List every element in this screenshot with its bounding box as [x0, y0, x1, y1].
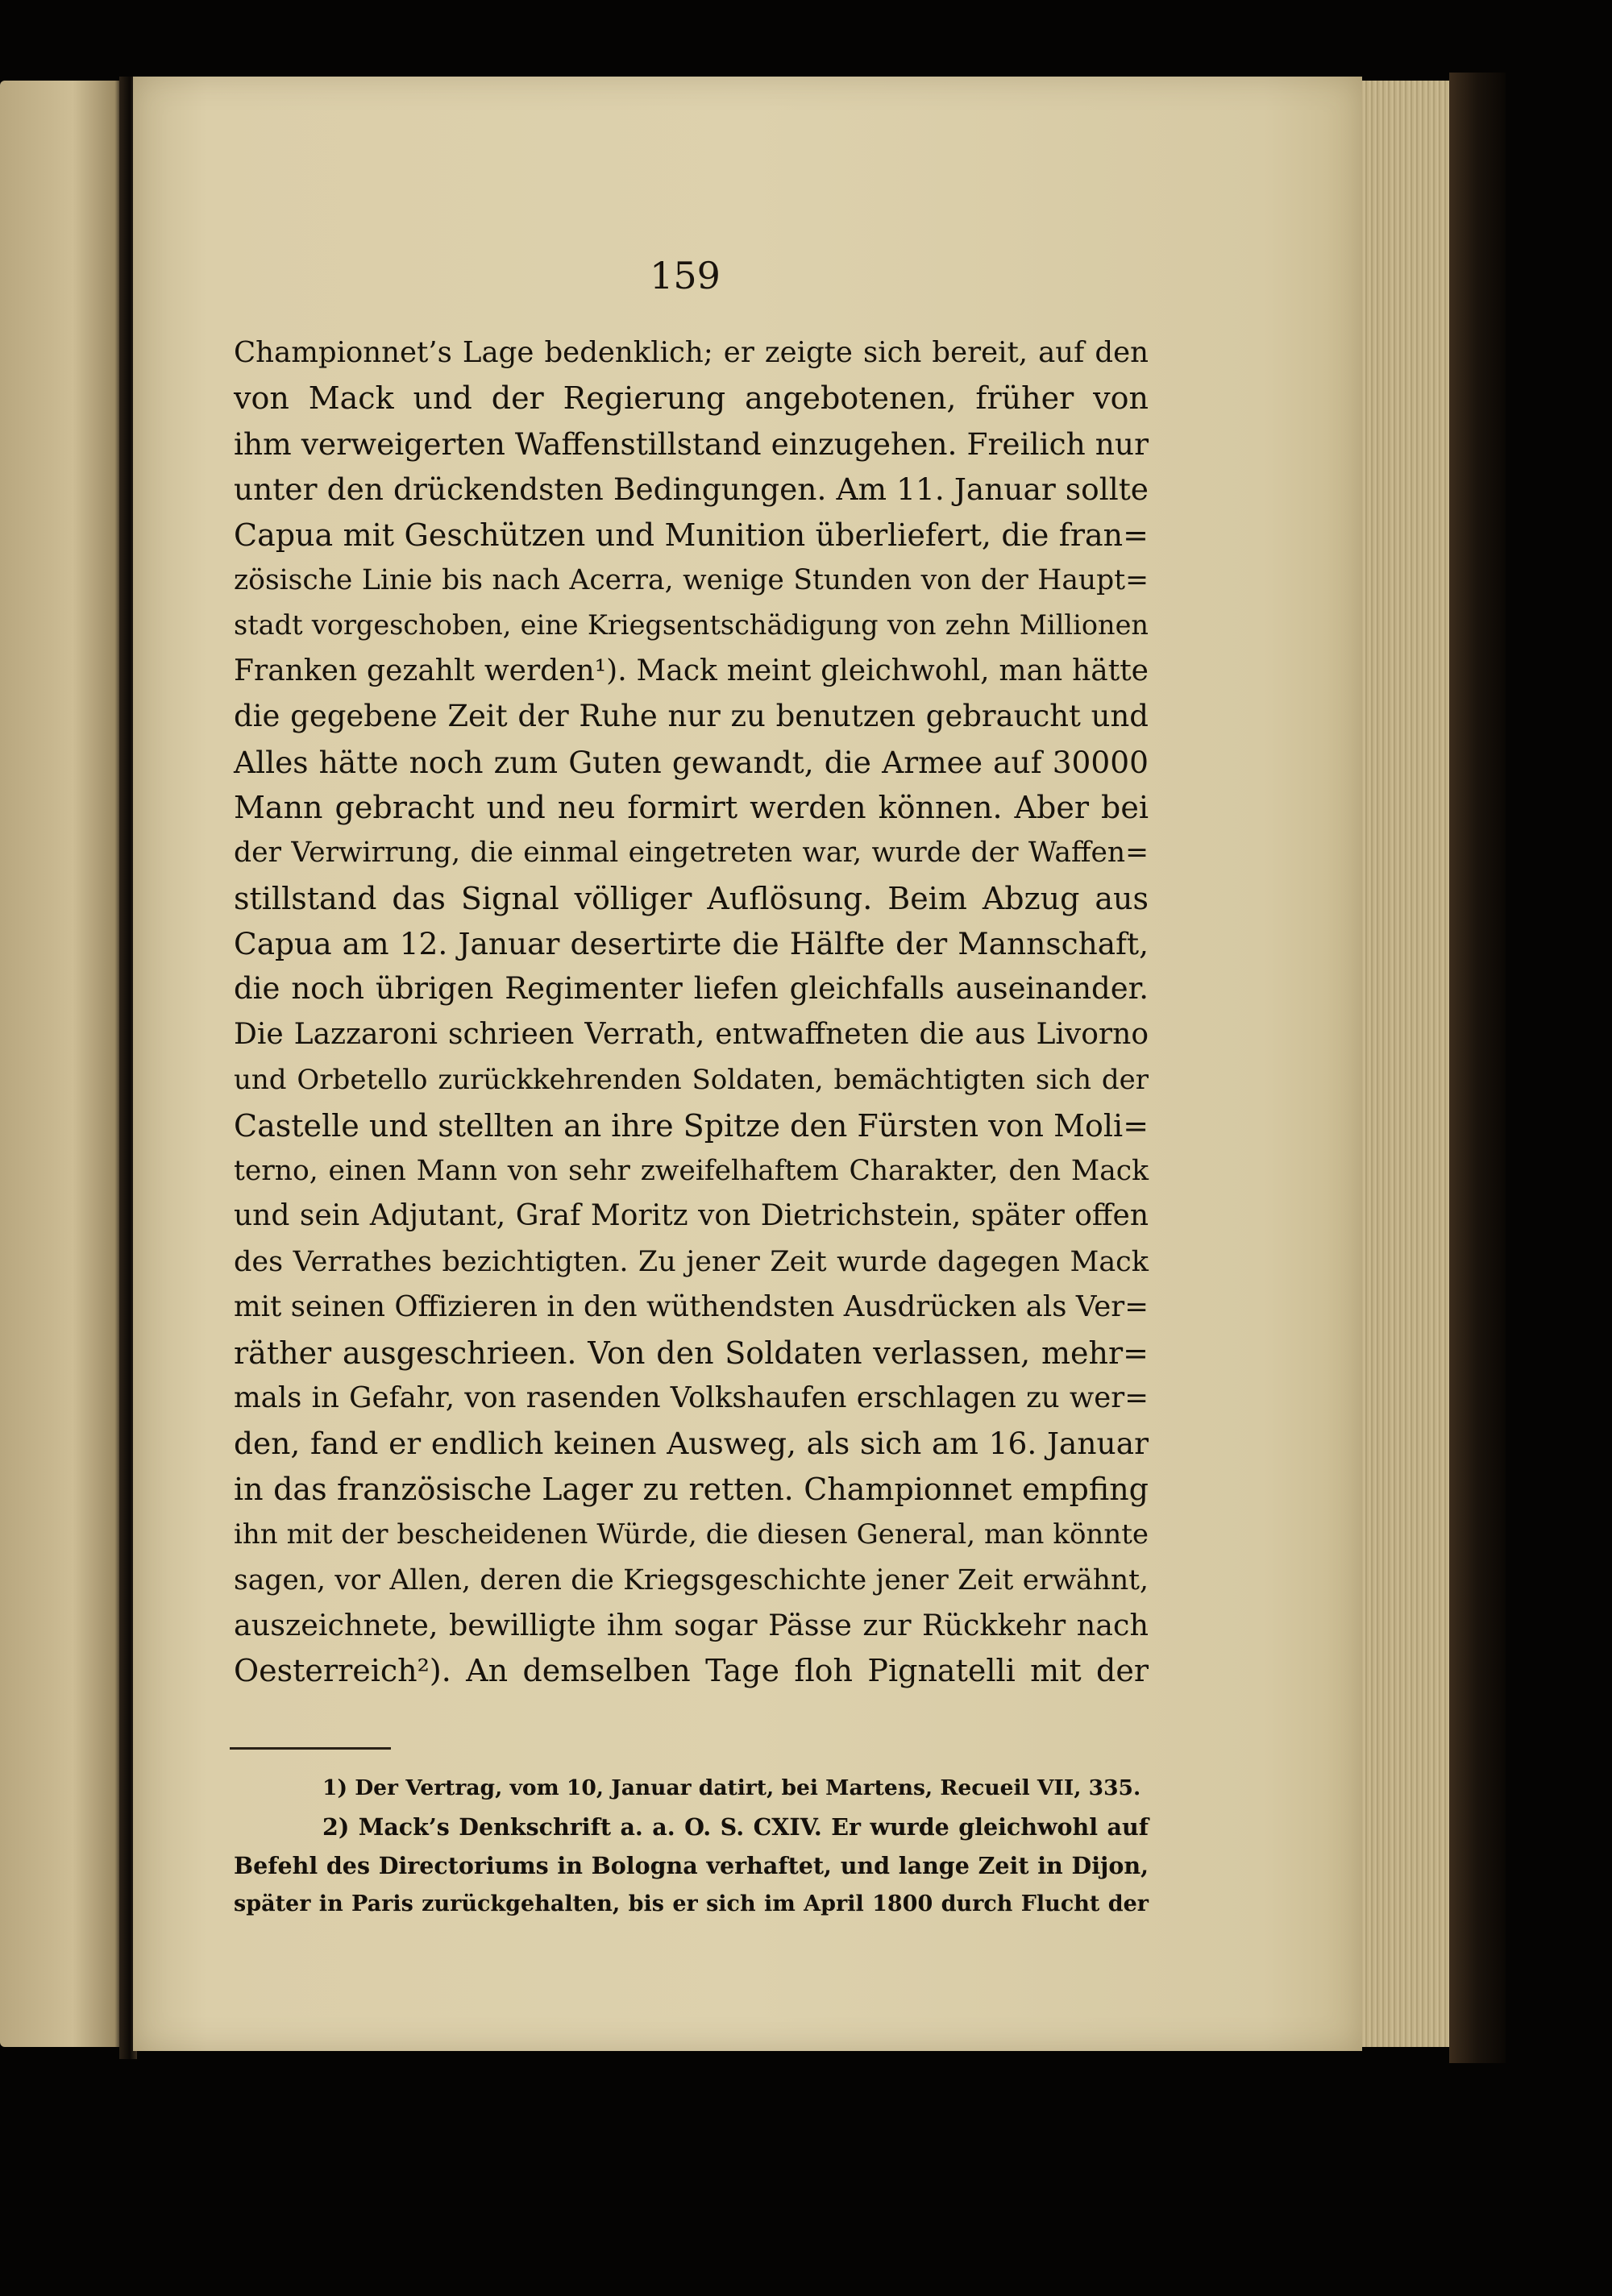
text-line: Castelle und stellten an ihre Spitze den Fürsten von Moli= — [234, 1107, 1149, 1144]
text-line: zösische Linie bis nach Acerra, wenige Stunden von der Haupt= — [234, 563, 1149, 596]
text-line: sagen, vor Allen, deren die Kriegsgeschichte jener Zeit erwähnt, — [234, 1563, 1149, 1596]
text-line: mit seinen Offizieren in den wüthendsten Ausdrücken als Ver= — [234, 1290, 1149, 1324]
text-line: Alles hätte noch zum Guten gewandt, die Armee auf 30000 — [234, 744, 1149, 780]
text-line: die noch übrigen Regimenter liefen gleichfalls auseinander. — [234, 971, 1149, 1007]
text-line: die gegebene Zeit der Ruhe nur zu benutzen gebraucht und — [234, 699, 1149, 734]
text-line: mals in Gefahr, von rasenden Volkshaufen erschlagen zu wer= — [234, 1381, 1149, 1414]
text-line: den, fand er endlich keinen Ausweg, als sich am 16. Januar — [234, 1426, 1149, 1462]
text-line: in das französische Lager zu retten. Championnet empfing — [234, 1471, 1149, 1507]
text-line: Championnet’s Lage bedenklich; er zeigte sich bereit, auf den — [234, 336, 1149, 369]
footnote-2-continued: später in Paris zurückgehalten, bis er sich im April 1800 durch Flucht der — [234, 1891, 1149, 1916]
text-line: des Verrathes bezichtigten. Zu jener Zeit wurde dagegen Mack — [234, 1245, 1149, 1278]
text-line: auszeichnete, bewilligte ihm sogar Pässe zur Rückkehr nach — [234, 1607, 1149, 1642]
text-line: der Verwirrung, die einmal eingetreten war, wurde der Waffen= — [234, 837, 1149, 870]
text-line: stillstand das Signal völliger Auflösung. Beim Abzug aus — [234, 880, 1149, 916]
footnote-2-continued: Befehl des Directoriums in Bologna verhaftet, und lange Zeit in Dijon, — [234, 1852, 1149, 1879]
text-line: und sein Adjutant, Graf Moritz von Dietrichstein, später offen — [234, 1199, 1149, 1233]
text-line: unter den drückendsten Bedingungen. Am 11. Januar sollte — [234, 471, 1149, 508]
text-line: Capua am 12. Januar desertirte die Hälfte der Mannschaft, — [234, 926, 1149, 962]
page-block-edges — [1362, 81, 1457, 2047]
footnote-2: 2) Mack’s Denkschrift a. a. O. S. CXIV. Er wurde gleichwohl auf — [322, 1813, 1149, 1841]
text-line: räther ausgeschrieen. Von den Soldaten verlassen, mehr= — [234, 1335, 1149, 1371]
footnote-1: 1) Der Vertrag, vom 10, Januar datirt, bei Martens, Recueil VII, 335. — [322, 1775, 1141, 1800]
text-line: terno, einen Mann von sehr zweifelhaftem Charakter, den Mack — [234, 1155, 1149, 1188]
facing-page-edge — [0, 81, 121, 2047]
page-number: 159 — [650, 254, 721, 297]
text-line: von Mack und der Regierung angebotenen, früher von — [234, 380, 1149, 417]
footnote-separator — [230, 1747, 391, 1750]
text-line: Capua mit Geschützen und Munition überliefert, die fran= — [234, 517, 1149, 553]
book-binding — [1449, 73, 1506, 2063]
text-line: Oesterreich²). An demselben Tage floh Pignatelli mit der — [234, 1653, 1149, 1689]
text-line: Mann gebracht und neu formirt werden können. Aber bei — [234, 789, 1149, 825]
text-line: stadt vorgeschoben, eine Kriegsentschädigung von zehn Millionen — [234, 609, 1149, 641]
body-text — [234, 330, 1149, 1694]
text-line: und Orbetello zurückkehrenden Soldaten, bemächtigten sich der — [234, 1064, 1149, 1097]
text-line: Franken gezahlt werden¹). Mack meint gleichwohl, man hätte — [234, 654, 1149, 687]
text-line: ihn mit der bescheidenen Würde, die diesen General, man könnte — [234, 1518, 1149, 1551]
text-line: Die Lazzaroni schrieen Verrath, entwaffneten die aus Livorno — [234, 1017, 1149, 1051]
footnotes — [234, 1769, 1149, 1924]
text-line: ihm verweigerten Waffenstillstand einzugehen. Freilich nur — [234, 426, 1149, 462]
